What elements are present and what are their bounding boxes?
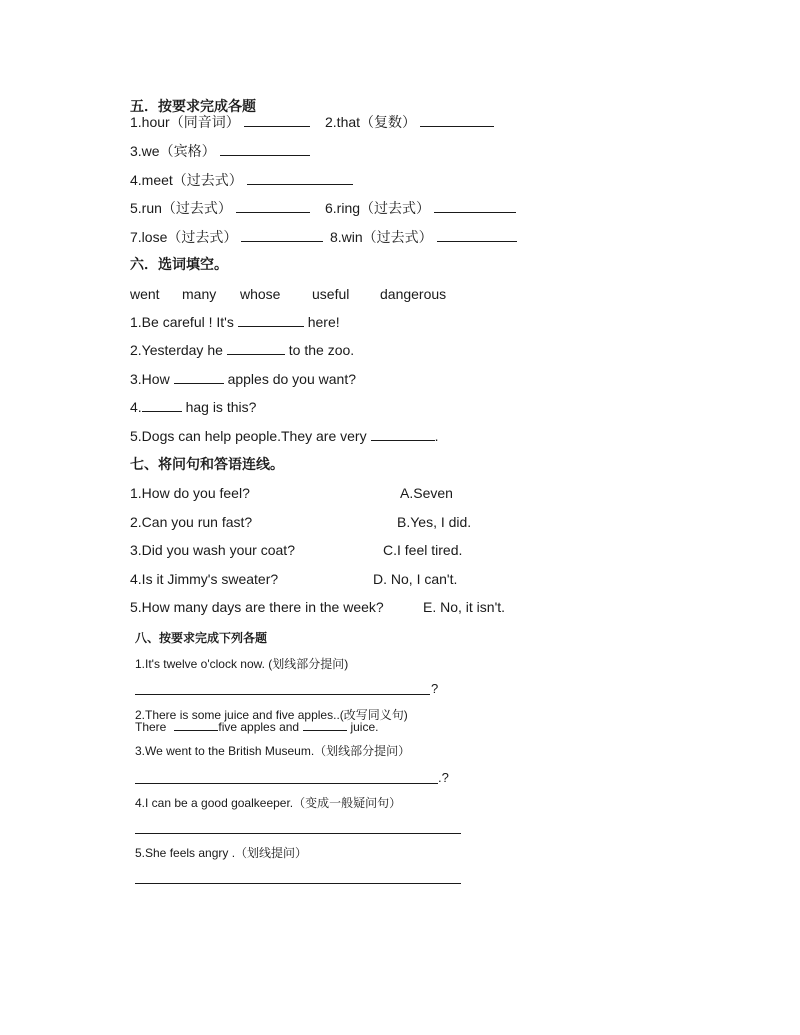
s7-answer: D. No, I can't. xyxy=(373,571,458,587)
s8-q2-fill xyxy=(135,720,378,735)
s8-q3: 3.We went to the British Museum.（划线部分提问） xyxy=(135,744,411,758)
s6-q2-text-a: 2.Yesterday he xyxy=(130,342,223,358)
s7-answer: E. No, it isn't. xyxy=(423,599,506,615)
s6-q1-text-a: 1.Be careful ! It's xyxy=(130,314,234,330)
section5-heading: 五．按要求完成各题 xyxy=(130,99,256,115)
s8-q5: 5.She feels angry .（划线提问） xyxy=(135,846,308,860)
s6-q5-text-a: 5.Dogs can help people.They are very xyxy=(130,428,367,444)
s7-answer: A.Seven xyxy=(400,485,453,501)
s6-q3-text-a: 3.How xyxy=(130,371,170,387)
s5-q3-blank[interactable] xyxy=(220,143,310,156)
s8-q1: 1.It's twelve o'clock now. (划线部分提问) xyxy=(135,657,349,671)
s8-q1-end: ? xyxy=(431,681,439,696)
s5-q2-blank[interactable] xyxy=(420,114,494,127)
s6-q4-blank[interactable] xyxy=(142,399,182,412)
word-bank-item: went xyxy=(130,286,160,302)
s5-q8-blank[interactable] xyxy=(437,229,517,242)
s6-q5-blank[interactable] xyxy=(371,428,435,441)
s5-q2 xyxy=(325,113,494,131)
s7-question: 2.Can you run fast? xyxy=(130,514,253,530)
s5-q4-text: 4.meet（过去式） xyxy=(130,172,243,188)
s5-q1-text: 1.hour（同音词） xyxy=(130,114,240,130)
s8-q2-blank-2[interactable] xyxy=(303,720,347,731)
s6-q1-blank[interactable] xyxy=(238,314,304,327)
s8-q4-answer-line[interactable] xyxy=(135,833,461,834)
s6-q5-text-b: . xyxy=(434,428,439,444)
s5-q4 xyxy=(130,171,353,189)
s6-q4-text-a: 4. xyxy=(130,399,142,415)
s5-q7-blank[interactable] xyxy=(241,229,323,242)
s5-q6-text: 6.ring（过去式） xyxy=(325,200,431,216)
s8-q4: 4.I can be a good goalkeeper.（变成一般疑问句） xyxy=(135,796,402,810)
word-bank-item: dangerous xyxy=(380,286,447,302)
s5-q3 xyxy=(130,142,310,160)
s6-q3-text-b: apples do you want? xyxy=(227,371,357,387)
s6-q3 xyxy=(130,370,356,388)
s8-q2-blank-1[interactable] xyxy=(174,720,218,731)
s5-q4-blank[interactable] xyxy=(247,172,353,185)
s6-q2-text-b: to the zoo. xyxy=(288,342,355,358)
word-bank-item: useful xyxy=(312,286,350,302)
s5-q5-text: 5.run（过去式） xyxy=(130,200,232,216)
s5-q5-blank[interactable] xyxy=(236,200,310,213)
section6-heading: 六．选词填空。 xyxy=(130,257,228,273)
word-bank-item: whose xyxy=(240,286,281,302)
s5-q1-blank[interactable] xyxy=(244,114,310,127)
s5-q8 xyxy=(330,228,517,246)
s5-q2-text: 2.that（复数） xyxy=(325,114,417,130)
s5-q6-blank[interactable] xyxy=(434,200,516,213)
s6-q1-text-b: here! xyxy=(307,314,340,330)
s6-q2 xyxy=(130,341,354,359)
s8-q3-end: .? xyxy=(438,770,449,785)
s8-q2: 2.There is some juice and five apples..(改写同义句) xyxy=(135,708,408,722)
s8-q1-answer-line[interactable] xyxy=(135,694,430,695)
s8-q2-text-c: juice. xyxy=(350,720,379,734)
s7-answer: C.I feel tired. xyxy=(383,542,463,558)
s5-q6 xyxy=(325,199,516,217)
s7-question: 3.Did you wash your coat? xyxy=(130,542,295,558)
s7-answer: B.Yes, I did. xyxy=(397,514,472,530)
word-bank xyxy=(130,285,530,303)
s5-q1 xyxy=(130,113,310,131)
s5-q3-text: 3.we（宾格） xyxy=(130,143,216,159)
s6-q2-blank[interactable] xyxy=(227,342,285,355)
s5-q7 xyxy=(130,228,323,246)
s7-question: 4.Is it Jimmy's sweater? xyxy=(130,571,279,587)
s5-q5 xyxy=(130,199,310,217)
s8-q3-answer-line[interactable] xyxy=(135,783,438,784)
section7-heading: 七、将问句和答语连线。 xyxy=(130,457,284,473)
s6-q5 xyxy=(130,427,438,445)
s6-q3-blank[interactable] xyxy=(174,371,224,384)
s8-q5-answer-line[interactable] xyxy=(135,883,461,884)
s7-question: 5.How many days are there in the week? xyxy=(130,599,384,615)
s8-q2-text-a: There xyxy=(135,720,167,734)
s5-q8-text: 8.win（过去式） xyxy=(330,229,433,245)
s6-q4-text-b: hag is this? xyxy=(185,399,257,415)
word-bank-item: many xyxy=(182,286,217,302)
s8-q2-text-b: five apples and xyxy=(218,720,300,734)
s7-question: 1.How do you feel? xyxy=(130,485,250,501)
s5-q7-text: 7.lose（过去式） xyxy=(130,229,238,245)
section8-heading: 八、按要求完成下列各题 xyxy=(135,631,268,645)
s6-q4 xyxy=(130,398,256,416)
s6-q1 xyxy=(130,313,340,331)
